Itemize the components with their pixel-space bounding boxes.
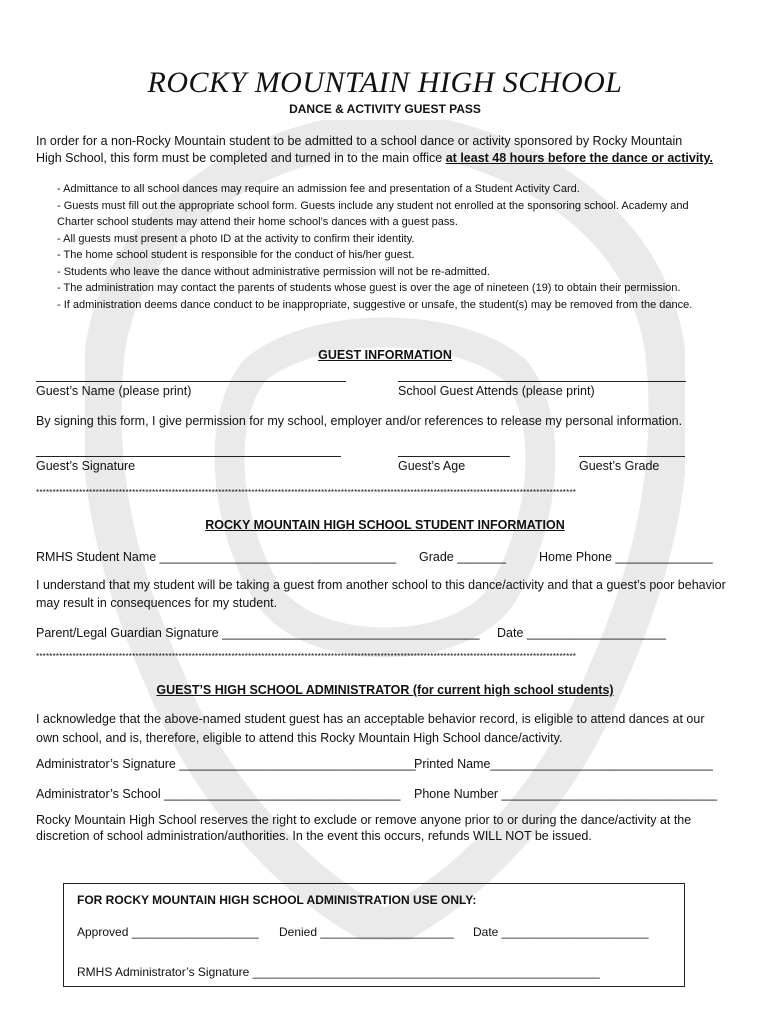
admin-printed-name-field[interactable]: Printed Name________________________________ [414,757,713,771]
approved-field[interactable]: Approved ___________________ [77,925,259,939]
admin-phone-field[interactable]: Phone Number _______________________________ [414,787,718,801]
guest-age-label: Guest’s Age [398,459,466,473]
office-date-field[interactable]: Date ______________________ [473,925,649,939]
form-title: DANCE & ACTIVITY GUEST PASS [289,102,481,116]
understanding-line-1: I understand that my student will be taking a guest from another school to this dance/activity and that a guest’s poor behavior [36,578,726,592]
admin-school-field[interactable]: Administrator’s School __________________________________ [36,787,401,801]
student-phone-field[interactable]: Home Phone ______________ [539,550,713,564]
permission-statement: By signing this form, I give permission for my school, employer and/or references to release my personal information. [36,414,683,428]
rule-item: Charter school students may attend their home school’s dances with a guest pass. [57,216,458,228]
rule-item: - Students who leave the dance without administrative permission will not be re-admitted. [57,266,490,278]
guest-name-label: Guest’s Name (please print) [36,384,192,398]
student-name-field[interactable]: RMHS Student Name __________________________________ [36,550,397,564]
admin-signature-field[interactable]: Administrator’s Signature __________________________________ [36,757,416,771]
student-grade-field[interactable]: Grade _______ [419,550,506,564]
reservation-line-1: Rocky Mountain High School reserves the right to exclude or remove anyone prior to or during the dance/activity at the [36,813,692,827]
reservation-line-2: discretion of school administration/authorities. In the event this occurs, refunds WILL NOT be issued. [36,829,592,843]
guest-info-heading: GUEST INFORMATION [318,348,452,362]
acknowledgement-line-2: own school, and is, therefore, eligible to attend this Rocky Mountain High School dance/activity. [36,731,563,745]
denied-field[interactable]: Denied ____________________ [279,925,454,939]
acknowledgement-line-1: I acknowledge that the above-named student guest has an acceptable behavior record, is eligible to attend dances at our [36,712,705,726]
intro-line-2-text: High School, this form must be completed and turned in to the main office [36,151,443,165]
understanding-line-2: may result in consequences for my student. [36,596,278,610]
guest-school-label: School Guest Attends (please print) [398,384,595,398]
guardian-date-field[interactable]: Date ____________________ [497,626,666,640]
intro-line-2 [36,149,713,167]
intro-deadline-emphasis: at least 48 hours before the dance or activity. [445,151,713,165]
rmhs-admin-signature-field[interactable]: RMHS Administrator’s Signature ____________________________________________________ [77,965,600,979]
rule-item: - If administration deems dance conduct to be inappropriate, suggestive or unsafe, the student(s) may be removed from the dance. [57,299,693,311]
student-info-heading: ROCKY MOUNTAIN HIGH SCHOOL STUDENT INFORMATION [205,518,565,532]
rule-item: - Guests must fill out the appropriate school form. Guests include any student not enrolled at the sponsoring school. Academy and [57,200,689,212]
guest-signature-label: Guest’s Signature [36,459,136,473]
office-use-heading: FOR ROCKY MOUNTAIN HIGH SCHOOL ADMINISTRATION USE ONLY: [77,893,477,907]
rule-item: - All guests must present a photo ID at the activity to confirm their identity. [57,233,415,245]
section-separator: ******************************************************************************************************************************************************************* [36,488,577,497]
rule-item: - The home school student is responsible for the conduct of his/her guest. [57,249,415,261]
intro-line-1: In order for a non-Rocky Mountain student to be admitted to a school dance or activity sponsored by Rocky Mountain [36,134,683,148]
section-separator: ******************************************************************************************************************************************************************* [36,652,577,661]
school-name-title: ROCKY MOUNTAIN HIGH SCHOOL [147,66,623,99]
guardian-signature-field[interactable]: Parent/Legal Guardian Signature _____________________________________ [36,626,480,640]
guest-grade-label: Guest’s Grade [579,459,660,473]
rule-item: - The administration may contact the parents of students whose guest is over the age of nineteen (19) to obtain their permission. [57,282,681,294]
rule-item: - Admittance to all school dances may require an admission fee and presentation of a Student Activity Card. [57,183,580,195]
admin-info-heading: GUEST’S HIGH SCHOOL ADMINISTRATOR (for current high school students) [156,683,614,697]
